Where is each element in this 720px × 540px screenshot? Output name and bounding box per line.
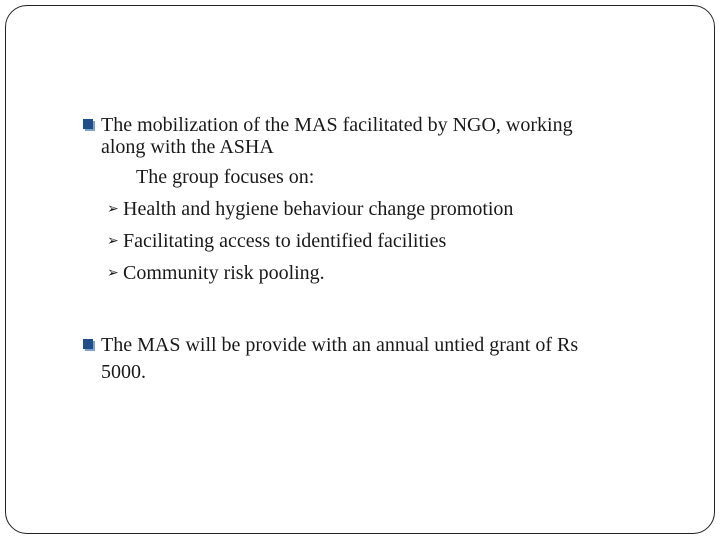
arrow-bullet-icon: ➢ (107, 233, 119, 249)
sub-intro: The group focuses on: (136, 166, 315, 188)
sub-item-2-text: Facilitating access to identified facilities (123, 230, 447, 252)
arrow-bullet-icon: ➢ (107, 265, 119, 281)
bullet-1-line-1: The mobilization of the MAS facilitated by NGO, working (101, 114, 573, 136)
sub-item-2 (83, 230, 683, 252)
bullet-2-line-2: 5000. (101, 361, 146, 383)
bullet-2-line-1: The MAS will be provide with an annual untied grant of Rs (101, 334, 579, 356)
sub-item-3 (83, 262, 683, 284)
sub-item-1-text: Health and hygiene behaviour change promotion (123, 198, 514, 220)
main-bullet-1 (83, 114, 683, 158)
slide-content (83, 114, 683, 383)
bullet-block-1 (83, 114, 683, 284)
arrow-bullet-icon: ➢ (107, 201, 119, 217)
sub-item-1 (83, 198, 683, 220)
bullet-1-line-2: along with the ASHA (101, 136, 274, 158)
square-bullet-icon (83, 339, 93, 349)
main-bullet-2 (83, 334, 683, 383)
sub-item-3-text: Community risk pooling. (123, 262, 325, 284)
square-bullet-icon (83, 119, 93, 129)
bullet-block-2 (83, 334, 683, 383)
